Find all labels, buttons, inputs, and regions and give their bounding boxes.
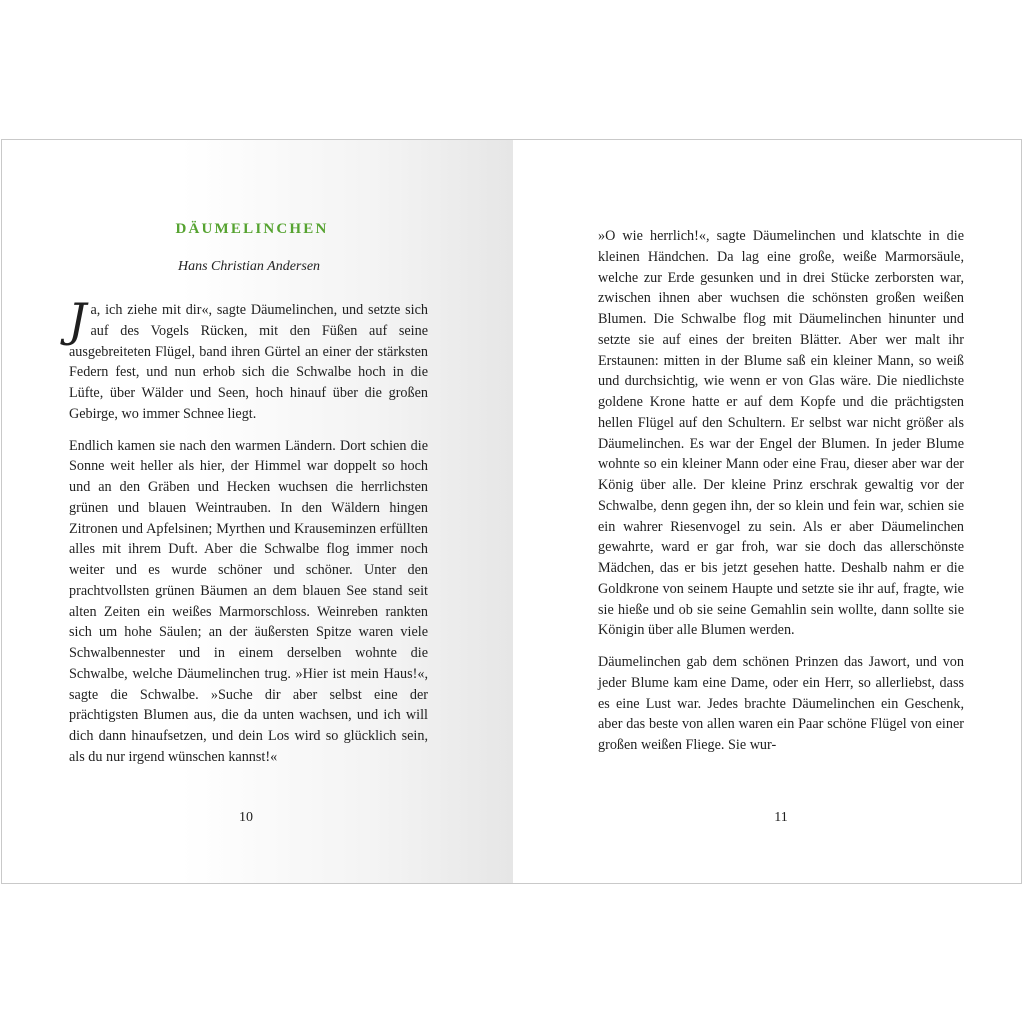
paragraph: Däumelinchen gab dem schönen Prinzen das Jawort, und von jeder Blume kam eine Dame, oder ein Herr, so allerliebst, dass es eine Lust war. Jedes brachte Däumelinchen ein Geschenk, aber das beste von allen waren ein Paar schöne Flügel von einer großen weißen Fliege. Sie wur- — [598, 654, 964, 753]
page-number: 11 — [774, 810, 788, 825]
story-title: DÄUMELINCHEN — [175, 221, 329, 237]
book-spread — [1, 139, 1022, 884]
paragraph: Ja, ich ziehe mit dir«, sagte Däumelinchen, und setzte sich auf des Vogels Rücken, mit den Füßen auf seine ausgebreiteten Flügel, band ihren Gürtel an einer der stärksten Federn fest, und nun erhob sich die Schwalbe hoch in die Lüfte, über Wälder und Seen, hoch hinauf über die großen Gebirge, wo immer Schnee liegt. — [68, 293, 428, 422]
left-page-text — [68, 293, 428, 768]
paragraph: »O wie herrlich!«, sagte Däumelinchen und klatschte in die kleinen Händchen. Da lag eine große, weiße Marmorsäule, welche zur Erde gesunken und in drei Stücke zerborsten war, zwischen ihnen aber wuchsen die schönsten großen weißen Blumen. Die Schwalbe flog mit Däumelinchen hinunter und setzte sie auf eines der breiten Blätter. Aber wer malt ihr Erstaunen: mitten in der Blume saß ein kleiner Mann, so weiß und durchsichtig, wie wenn er von Glas wäre. Die niedlichste goldene Krone hatte er auf dem Kopfe und die prächtigsten hellen Flügel auf den Schultern. Er selbst war nicht größer als Däumelinchen. Es war der Engel der Blumen. In jeder Blume wohnte so ein kleiner Mann oder eine Frau, dieser aber war der König über alle. Der kleine Prinz erschrak gewaltig vor der Schwalbe, denn gegen ihn, der so klein und fein war, schien sie ein wahrer Riesenvogel zu sein. Als er aber Däumelinchen gewahrte, ward er gar froh, war sie doch das allerschönste Mädchen, das er bis jetzt gesehen hatte. Deshalb nahm er die Goldkrone von seinem Haupte und setzte sie ihr auf, fragte, wie sie hieße und ob sie seine Gemahlin sein wollte, dann sollte sie Königin über alle Blumen werden. — [598, 228, 964, 639]
left-page — [2, 140, 513, 883]
right-page-text — [598, 226, 964, 756]
drop-cap: J — [68, 293, 87, 347]
page-number: 10 — [239, 810, 253, 825]
story-author: Hans Christian Andersen — [177, 259, 321, 274]
paragraph: Endlich kamen sie nach den warmen Ländern. Dort schien die Sonne weit heller als hier, der Himmel war doppelt so hoch und an den Gräben und Hecken wuchsen die herrlichsten grünen und blauen Weintrauben. In den Wäldern hingen Zitronen und Apfelsinen; Myrthen und Krauseminzen erfüllten alles mit ihrem Duft. Aber die Schwalbe flog immer noch weiter und es wurde schöner und schöner. Unter den prachtvollsten grünen Bäumen an dem blauen See stand seit alten Zeiten ein weißes Marmorschloss. Weinreben rankten sich um hohe Säulen; an der äußersten Spitze waren viele Schwalbennester und in einem derselben wohnte die Schwalbe, welche Däumelinchen trug. »Hier ist mein Haus!«, sagte die Schwalbe. »Suche dir aber selbst eine der prächtigsten Blumen aus, die da unten wachsen, und ich will dich dann hinaufsetzen, und dein Los wird so glücklich sein, als du nur irgend wünschen kannst!« — [69, 437, 428, 765]
right-page — [513, 140, 1022, 883]
